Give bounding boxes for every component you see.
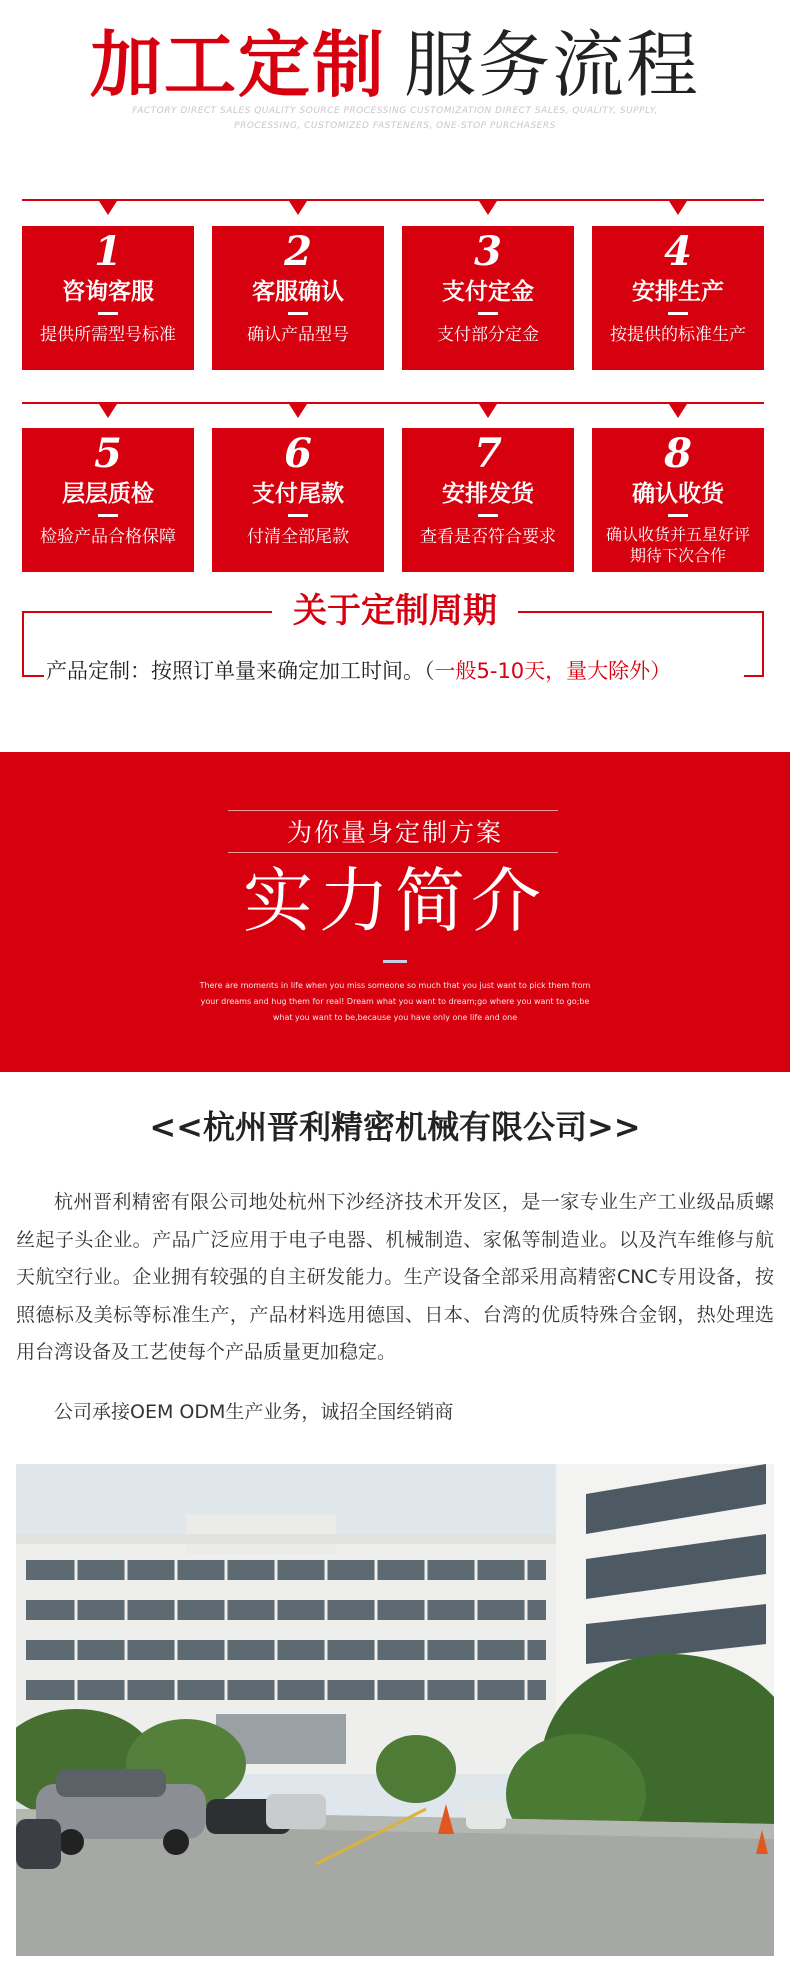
flow-step-number: 3 <box>474 228 502 275</box>
flow-step-card <box>212 428 384 572</box>
flow-step-divider <box>98 514 118 517</box>
flow-step-name: 层层质检 <box>62 481 154 507</box>
flow-step-divider <box>668 312 688 315</box>
flow-step-desc: 查看是否符合要求 <box>420 527 556 547</box>
flow-step-name: 确认收货 <box>632 481 724 507</box>
strength-banner <box>0 752 790 1072</box>
flow-step-name: 安排生产 <box>632 279 724 305</box>
flow-row-1-line <box>22 199 764 201</box>
banner-rule-top <box>228 810 558 811</box>
flow-step-desc: 提供所需型号标准 <box>40 325 176 345</box>
flow-step-number: 5 <box>94 430 122 477</box>
flow-step-name: 客服确认 <box>252 279 344 305</box>
flow-step-divider <box>98 312 118 315</box>
flow-step-number: 8 <box>664 430 692 477</box>
cycle-text-highlight: 一般5-10天，量大除外 <box>434 659 651 683</box>
page-title <box>0 22 790 108</box>
flow-step-number: 4 <box>664 228 692 275</box>
flow-step-name: 支付定金 <box>442 279 534 305</box>
page-title-red: 加工定制 <box>89 23 386 107</box>
page-subtitle: FACTORY DIRECT SALES QUALITY SOURCE PROCESSING CUSTOMIZATION DIRECT SALES, QUALITY, SUPPLY, PROCESSING, CUSTOMIZED FASTENERS, ONE-STOP PURCHASERS <box>132 106 658 131</box>
arrow-down-icon <box>289 201 307 215</box>
flow-step-number: 6 <box>284 430 312 477</box>
flow-step-name: 咨询客服 <box>62 279 154 305</box>
banner-english-text: There are moments in life when you miss someone so much that you just want to pick them from your dreams and hug them for real! Dream what you want to dream;go where you want to go;be what you want to be,because you have only one life and one <box>199 981 591 1022</box>
flow-step-number: 1 <box>94 228 122 275</box>
flow-row-2-line <box>22 402 764 404</box>
arrow-down-icon <box>669 404 687 418</box>
arrow-down-icon <box>99 404 117 418</box>
factory-photo-illustration <box>16 1464 774 1956</box>
flow-step-divider <box>668 514 688 517</box>
cycle-text-end: ） <box>650 659 672 683</box>
cycle-text <box>46 656 746 686</box>
banner-rule-mid <box>228 852 558 853</box>
flow-step-divider <box>288 312 308 315</box>
flow-step-card <box>22 226 194 370</box>
flow-step-divider <box>288 514 308 517</box>
banner-mark <box>383 960 407 963</box>
flow-step-desc: 确认产品型号 <box>247 325 349 345</box>
flow-step-desc: 按提供的标准生产 <box>610 325 746 345</box>
company-title: <<杭州晋利精密机械有限公司>> <box>149 1108 641 1146</box>
flow-step-divider <box>478 312 498 315</box>
flow-step-name: 安排发货 <box>442 481 534 507</box>
arrow-down-icon <box>99 201 117 215</box>
factory-photo <box>16 1464 774 1956</box>
banner-title: 实力简介 <box>243 860 547 942</box>
arrow-down-icon <box>479 201 497 215</box>
company-paragraph-2: 公司承接OEM ODM生产业务，诚招全国经销商 <box>54 1401 454 1423</box>
arrow-down-icon <box>479 404 497 418</box>
flow-step-card <box>212 226 384 370</box>
flow-step-card <box>402 428 574 572</box>
flow-step-number: 2 <box>284 228 312 275</box>
cycle-title: 关于定制周期 <box>293 591 497 631</box>
flow-step-number: 7 <box>474 430 502 477</box>
flow-step-card <box>402 226 574 370</box>
flow-step-desc: 付清全部尾款 <box>247 527 349 547</box>
flow-step-desc: 支付部分定金 <box>437 325 539 345</box>
cycle-frame-bottom-right <box>744 675 764 677</box>
cycle-frame-bottom-left <box>22 675 44 677</box>
flow-step-card <box>22 428 194 572</box>
flow-step-card <box>592 226 764 370</box>
flow-step-desc: 确认收货并五星好评 期待下次合作 <box>605 525 750 565</box>
banner-subtitle: 为你量身定制方案 <box>286 818 503 847</box>
cycle-text-main: 产品定制：按照订单量来确定加工时间。（ <box>46 659 435 683</box>
arrow-down-icon <box>669 201 687 215</box>
flow-step-name: 支付尾款 <box>252 481 344 507</box>
flow-step-desc: 检验产品合格保障 <box>40 527 176 547</box>
flow-step-divider <box>478 514 498 517</box>
flow-step-card <box>592 428 764 572</box>
page-title-dark: 服务流程 <box>404 23 701 107</box>
company-paragraph-1: 杭州晋利精密有限公司地处杭州下沙经济技术开发区，是一家专业生产工业级品质螺丝起子头企业。产品广泛应用于电子电器、机械制造、家俬等制造业。以及汽车维修与航天航空行业。企业拥有较强的自主研发能力。生产设备全部采用高精密CNC专用设备，按照德标及美标等标准生产，产品材料选用德国、日本、台湾的优质特殊合金钢，热处理选用台湾设备及工艺使每个产品质量更加稳定。 <box>16 1191 774 1363</box>
arrow-down-icon <box>289 404 307 418</box>
